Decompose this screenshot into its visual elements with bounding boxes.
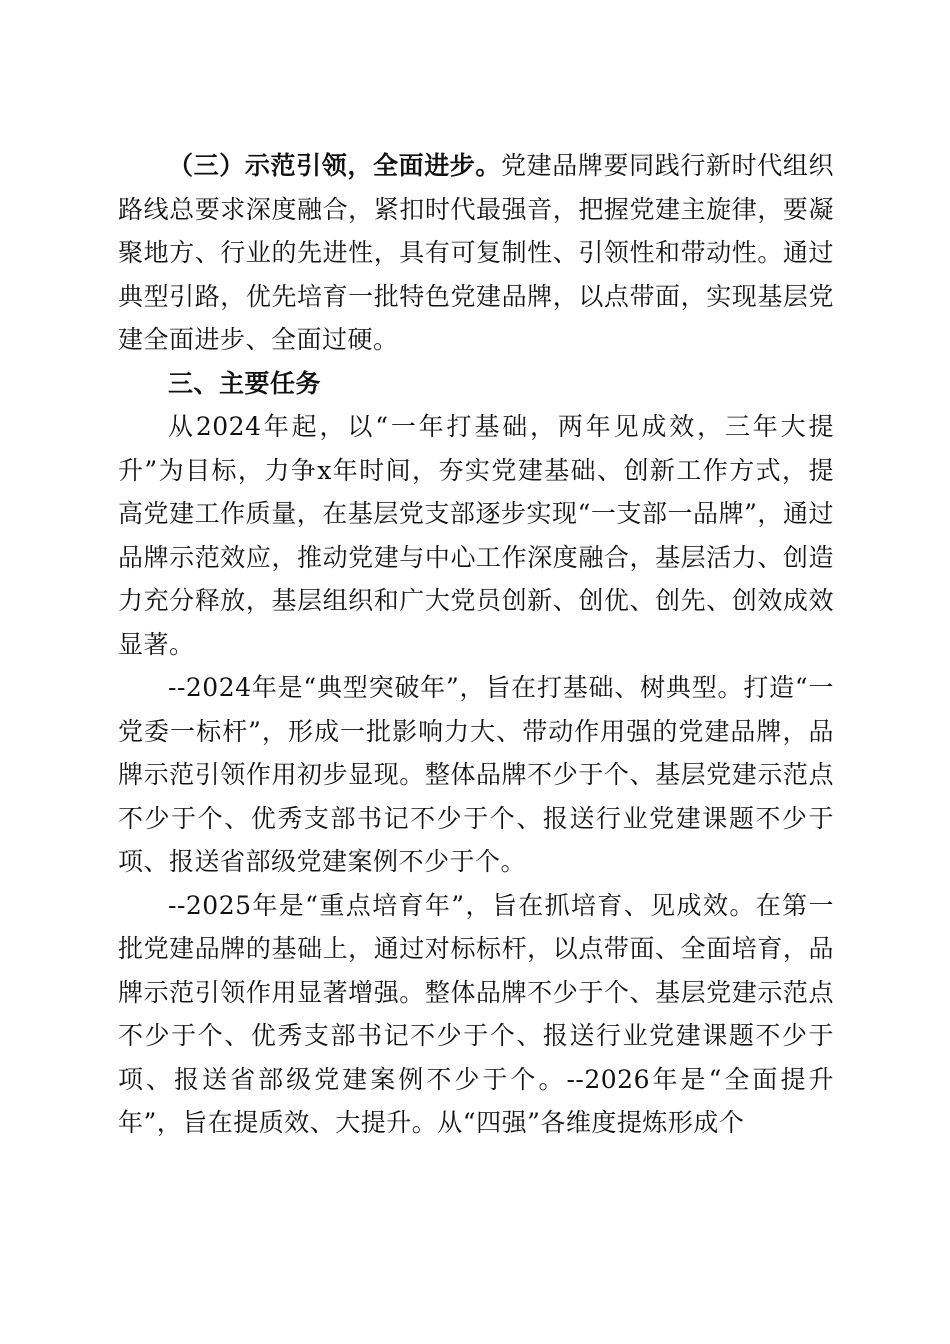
paragraph-2025-plan: --2025年是“重点培育年”，旨在抓培育、见成效。在第一批党建品牌的基础上，通过对标标杆，以点带面、全面培育，品牌示范引领作用显著增强。整体品牌不少于个、基层党建示范点不少于个、优秀支部书记不少于个、报送行业党建课题不少于项、报送省部级党建案例不少于个。--2026年是“全面提升年”，旨在提质效、大提升。从“四强”各维度提炼形成个: [118, 890, 834, 1137]
paragraph-demonstration-lead: [118, 144, 834, 362]
paragraph-2024-plan: --2024年是“典型突破年”，旨在打基础、树典型。打造“一党委一标杆”，形成一批影响力大、带动作用强的党建品牌，品牌示范引领作用初步显现。整体品牌不少于个、基层党建示范点不少于个、优秀支部书记不少于个、报送行业党建课题不少于项、报送省部级党建案例不少于个。: [118, 673, 834, 876]
paragraph-overall-goal: 从2024年起，以“一年打基础，两年见成效，三年大提升”为目标，力争x年时间，夯实党建基础、创新工作方式，提高党建工作质量，在基层党支部逐步实现“一支部一品牌”，通过品牌示范效应，推动党建与中心工作深度融合，基层活力、创造力充分释放，基层组织和广大党员创新、创优、创先、创效成效显著。: [118, 412, 834, 659]
paragraph-lead-heading: （三）示范引领，全面进步。: [168, 151, 502, 180]
document-body: [118, 144, 834, 1145]
paragraph-text: 党建品牌要同践行新时代组织路线总要求深度融合，紧扣时代最强音，把握党建主旋律，要凝聚地方、行业的先进性，具有可复制性、引领性和带动性。通过典型引路，优先培育一批特色党建品牌，以点带面，实现基层党建全面进步、全面过硬。: [118, 151, 834, 354]
section-heading-main-tasks: 三、主要任务: [168, 368, 322, 398]
